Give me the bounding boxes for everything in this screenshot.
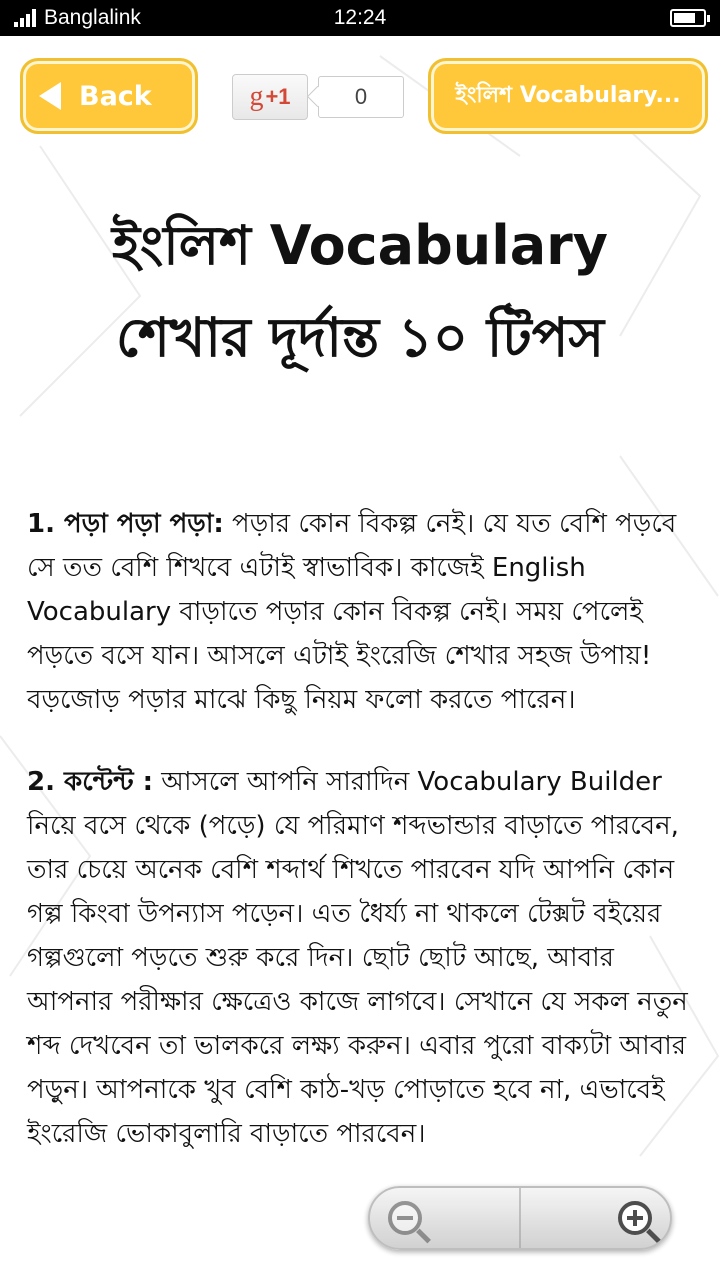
google-plus-button[interactable] [232, 74, 308, 120]
paragraph-text: পড়ার কোন বিকল্প নেই। যে যত বেশি পড়বে সে তত বেশি শিখবে এটাই স্বাভাবিক। কাজেই English Vocabulary বাড়াতে পড়ার কোন বিকল্প নেই। সময় পেলেই পড়তে বসে যান। আসলে এটাই ইংরেজি শেখার সহজ উপায়! বড়জোড় পড়ার মাঝে কিছু নিয়ম ফলো করতে পারেন। [27, 509, 677, 715]
google-plus-icon: g [249, 81, 264, 112]
page-title-button[interactable]: ইংলিশ Vocabulary... [428, 58, 708, 134]
back-label: Back [79, 80, 152, 112]
battery-fill [674, 13, 695, 23]
top-toolbar [0, 36, 720, 156]
back-button[interactable] [20, 58, 198, 134]
paragraph-heading: 1. পড়া পড়া পড়া: [27, 509, 224, 539]
zoom-out-icon [388, 1201, 422, 1235]
battery-icon [670, 9, 706, 27]
zoom-out-button[interactable] [370, 1188, 521, 1248]
paragraph-heading: 2. কন্টেন্ট : [27, 767, 154, 797]
carrier-name: Banglalink [44, 6, 141, 29]
article-paragraph [27, 502, 697, 722]
gplus-count: 0 [318, 76, 404, 118]
status-bar [0, 0, 720, 36]
article-body [27, 502, 697, 1194]
zoom-in-icon [618, 1201, 652, 1235]
status-time: 12:24 [333, 6, 387, 29]
paragraph-text: আসলে আপনি সারাদিন Vocabulary Builder নিয়ে বসে থেকে (পড়ে) যে পরিমাণ শব্দভান্ডার বাড়াতে পারবেন, তার চেয়ে অনেক বেশি শব্দার্থ শিখতে পারবেন যদি আপনি কোন গল্প কিংবা উপন্যাস পড়েন। এত ধৈর্য্য না থাকলে টেক্সট বইয়ের গল্পগুলো পড়তে শুরু করে দিন। ছোট ছোট আছে, আবার আপনার পরীক্ষার ক্ষেত্রেও কাজে লাগবে। সেখানে যে সকল নতুন শব্দ দেখবেন তা ভালকরে লক্ষ্য করুন। এবার পুরো বাক্যটা আবার পড়ুন। আপনাকে খুব বেশি কাঠ-খড় পোড়াতে হবে না, এভাবেই ইংরেজি ভোকাবুলারি বাড়াতে পারবেন। [27, 767, 688, 1149]
zoom-in-button[interactable] [521, 1188, 670, 1248]
page-title-line1: ইংলিশ Vocabulary [111, 214, 609, 277]
gplus-label: +1 [265, 84, 291, 109]
page-title-line2: শেখার দূর্দান্ত ১০ টিপস [115, 306, 605, 369]
back-arrow-icon [39, 82, 61, 110]
article-paragraph [27, 760, 697, 1156]
zoom-controls [368, 1186, 672, 1250]
page-title [20, 200, 700, 384]
